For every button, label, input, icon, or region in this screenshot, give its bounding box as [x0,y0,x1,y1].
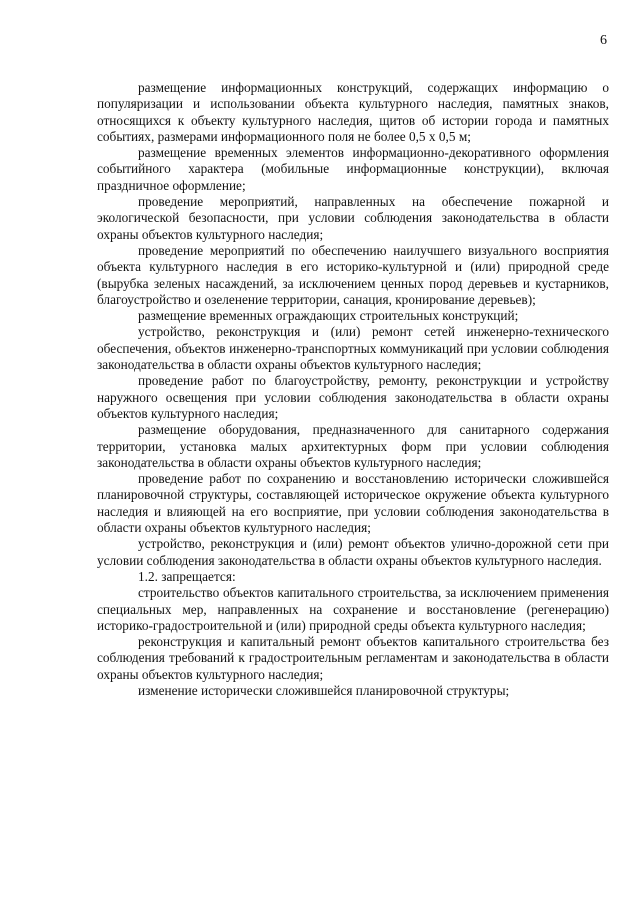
paragraph-7: проведение работ по благоустройству, ремонту, реконструкции и устройству наружного освещения при условии соблюдения законодательства в области охраны объектов культурного наследия; [97,373,609,421]
paragraph-2: размещение временных элементов информационно-декоративного оформления событийного характера (мобильные информационные конструкции), включая праздничное оформление; [97,145,609,193]
paragraph-13: изменение исторически сложившейся планировочной структуры; [138,682,510,698]
paragraph-8: размещение оборудования, предназначенного для санитарного содержания территории, установка малых архитектурных форм при условии соблюдения законодательства в области охраны объектов культурного наследия; [97,422,609,470]
page-number: 6 [600,33,607,48]
section-heading-1-2: 1.2. запрещается: [138,568,236,584]
document-body [97,80,609,699]
paragraph-3: проведение мероприятий, направленных на обеспечение пожарной и экологической безопасности, при условии соблюдения законодательства в области охраны объектов культурного наследия; [97,194,609,242]
paragraph-9: проведение работ по сохранению и восстановлению исторически сложившейся планировочной структуры, составляющей историческое окружение объекта культурного наследия и влияющей на его восприятие, при условии соблюдения законодательства в области охраны объектов культурного наследия; [97,471,609,536]
paragraph-12: реконструкция и капитальный ремонт объектов капитального строительства без соблюдения требований к градостроительным регламентам и законодательства в области охраны объектов культурного наследия; [97,634,609,682]
paragraph-5: размещение временных ограждающих строительных конструкций; [138,308,519,324]
paragraph-4: проведение мероприятий по обеспечению наилучшего визуального восприятия объекта культурного наследия в его историко-культурной и (или) природной среде (вырубка зеленых насаждений, за исключением ценных пород деревьев и кустарников, благоустройство и озеленение территории, санация, кронирование деревьев); [97,242,609,307]
paragraph-10: устройство, реконструкция и (или) ремонт объектов улично-дорожной сети при условии соблюдения законодательства в области охраны объектов культурного наследия. [97,536,609,568]
paragraph-1: размещение информационных конструкций, содержащих информацию о популяризации и использовании объекта культурного наследия, памятных знаков, относящихся к объекту культурного наследия, щитов об истории города и памятных событиях, размерами информационного поля не более 0,5 х 0,5 м; [97,80,609,144]
paragraph-6: устройство, реконструкция и (или) ремонт сетей инженерно-технического обеспечения, объектов инженерно-транспортных коммуникаций при условии соблюдения законодательства в области охраны объектов культурного наследия; [97,324,609,373]
paragraph-11: строительство объектов капитального строительства, за исключением применения специальных мер, направленных на сохранение и восстановление (регенерацию) историко-градостроительной и (или) природной среды объекта культурного наследия; [97,585,609,633]
